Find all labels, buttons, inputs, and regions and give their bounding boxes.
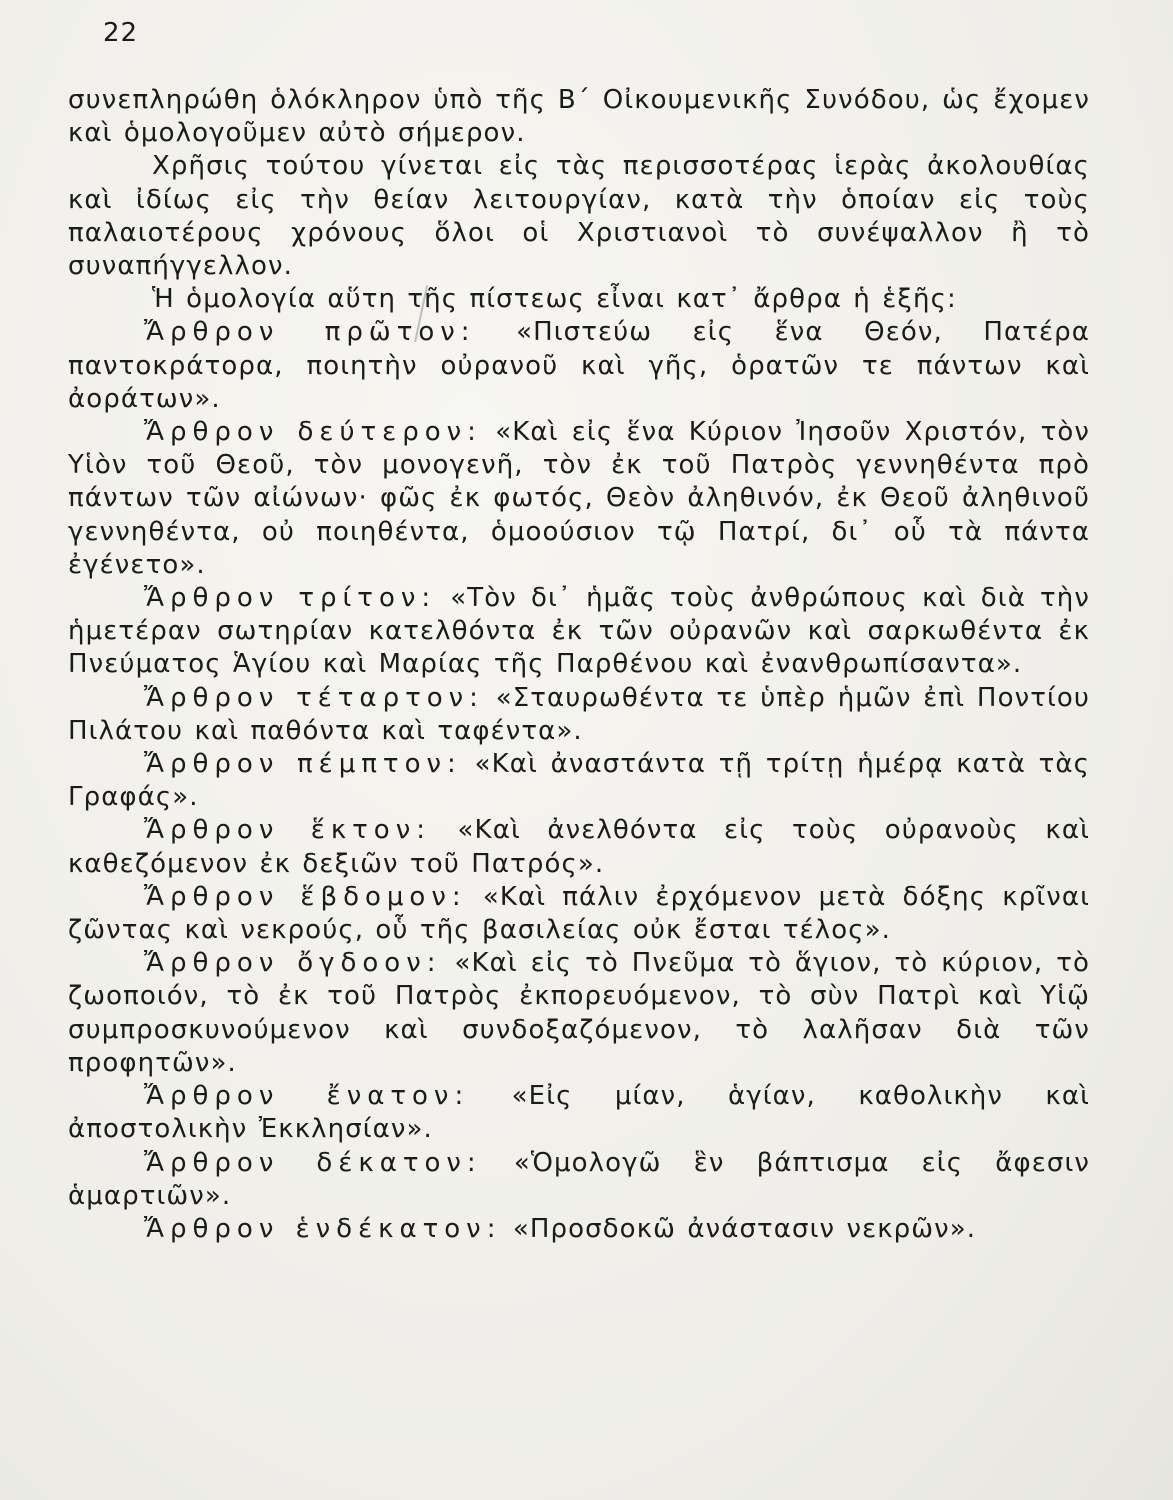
article-heading: Ἄρθρον δέκατον:	[144, 1147, 482, 1178]
article-heading: Ἄρθρον ἕβδομον:	[144, 881, 467, 912]
article-text: «Προσδοκῶ ἀνάστασιν νεκρῶν».	[512, 1213, 977, 1244]
article-text: «Καὶ ἀνελθόντα εἰς τοὺς οὐρανοὺς καὶ καθεζόμενον ἐκ δεξιῶν τοῦ Πατρός».	[68, 815, 1090, 879]
article-heading: Ἄρθρον ἔνατον:	[144, 1081, 470, 1112]
article-9	[68, 1080, 1090, 1146]
article-3	[68, 582, 1090, 682]
article-7	[68, 881, 1090, 947]
intro-paragraph-1: συνεπληρώθη ὁλόκληρον ὑπὸ τῆς Β΄ Οἰκουμενικῆς Συνόδου, ὡς ἔχομεν καὶ ὁμολογοῦμεν αὐτὸ σήμερον.	[68, 85, 1090, 149]
article-text: «Ὁμολογῶ ἓν βάπτισμα εἰς ἄφεσιν ἁμαρτιῶν».	[68, 1147, 1090, 1211]
article-text: «Καὶ πάλιν ἐρχόμενον μετὰ δόξης κρῖναι ζῶντας καὶ νεκρούς, οὗ τῆς βασιλείας οὐκ ἔσται τέλος».	[68, 881, 1090, 946]
article-heading: Ἄρθρον ἕκτον:	[144, 815, 431, 846]
article-heading: Ἄρθρον πρῶτον:	[144, 317, 476, 348]
article-heading: Ἄρθρον τρίτον:	[144, 583, 437, 614]
article-11	[68, 1213, 1090, 1246]
article-1	[68, 316, 1090, 416]
article-text: «Πιστεύω εἰς ἕνα Θεόν, Πατέρα παντοκράτορα, ποιητὴν οὐρανοῦ καὶ γῆς, ὁρατῶν τε πάντων καὶ ἀοράτων».	[68, 317, 1090, 414]
article-heading: Ἄρθρον τέταρτον:	[144, 682, 484, 713]
article-heading: Ἄρθρον ἑνδέκατον:	[144, 1213, 502, 1244]
article-text: «Τὸν δι᾽ ἡμᾶς τοὺς ἀνθρώπους καὶ διὰ τὴν ἡμετέραν σωτηρίαν κατελθόντα ἐκ τῶν οὐρανῶν καὶ σαρκωθέντα ἐκ Πνεύματος Ἁγίου καὶ Μαρίας τῆς Παρθένου καὶ ἐνανθρωπίσαντα».	[68, 583, 1090, 680]
article-text: «Καὶ ἀναστάντα τῇ τρίτῃ ἡμέρᾳ κατὰ τὰς Γραφάς».	[68, 749, 1090, 813]
article-6	[68, 814, 1090, 880]
article-text: «Εἰς μίαν, ἁγίαν, καθολικὴν καὶ ἀποστολικὴν Ἐκκλησίαν».	[68, 1081, 1090, 1145]
article-5	[68, 748, 1090, 814]
intro-paragraph-2: Χρῆσις τούτου γίνεται εἰς τὰς περισσοτέρας ἱερὰς ἀκολουθίας καὶ ἰδίως εἰς τὴν θείαν λειτουργίαν, κατὰ τὴν ὁποίαν εἰς τοὺς παλαιοτέρους χρόνους ὅλοι οἱ Χριστιανοὶ τὸ συνέψαλλον ἢ τὸ συναπήγγελλον.	[68, 151, 1090, 282]
article-2	[68, 416, 1090, 582]
intro-paragraph-3: Ἡ ὁμολογία αὕτη τῆς πίστεως εἶναι κατ᾽ ἄρθρα ἡ ἑξῆς:	[152, 284, 957, 315]
page-number: 22	[103, 18, 139, 48]
article-text: «Σταυρωθέντα τε ὑπὲρ ἡμῶν ἐπὶ Ποντίου Πιλάτου καὶ παθόντα καὶ ταφέντα».	[68, 682, 1091, 746]
article-10	[68, 1147, 1090, 1213]
article-8	[68, 947, 1090, 1080]
article-heading: Ἄρθρον ὄγδοον:	[144, 948, 442, 979]
article-text: «Καὶ εἰς τὸ Πνεῦμα τὸ ἅγιον, τὸ κύριον, τὸ ζωοποιόν, τὸ ἐκ τοῦ Πατρὸς ἐκπορευόμενον, τὸ σὺν Πατρὶ καὶ Υἱῷ συμπροσκυνούμενον καὶ συνδοξαζόμενον, τὸ λαλῆσαν διὰ τῶν προφητῶν».	[68, 948, 1090, 1078]
article-heading: Ἄρθρον δεύτερον:	[144, 417, 482, 448]
page-text	[68, 84, 1090, 1246]
article-text: «Καὶ εἰς ἕνα Κύριον Ἰησοῦν Χριστόν, τὸν Υἱὸν τοῦ Θεοῦ, τὸν μονογενῆ, τὸν ἐκ τοῦ Πατρὸς γεννηθέντα πρὸ πάντων τῶν αἰώνων· φῶς ἐκ φωτός, Θεὸν ἀληθινόν, ἐκ Θεοῦ ἀληθινοῦ γεννηθέντα, οὐ ποιηθέντα, ὁμοούσιον τῷ Πατρί, δι᾽ οὗ τὰ πάντα ἐγένετο».	[68, 417, 1090, 580]
article-heading: Ἄρθρον πέμπτον:	[144, 749, 462, 780]
article-4	[68, 682, 1090, 748]
